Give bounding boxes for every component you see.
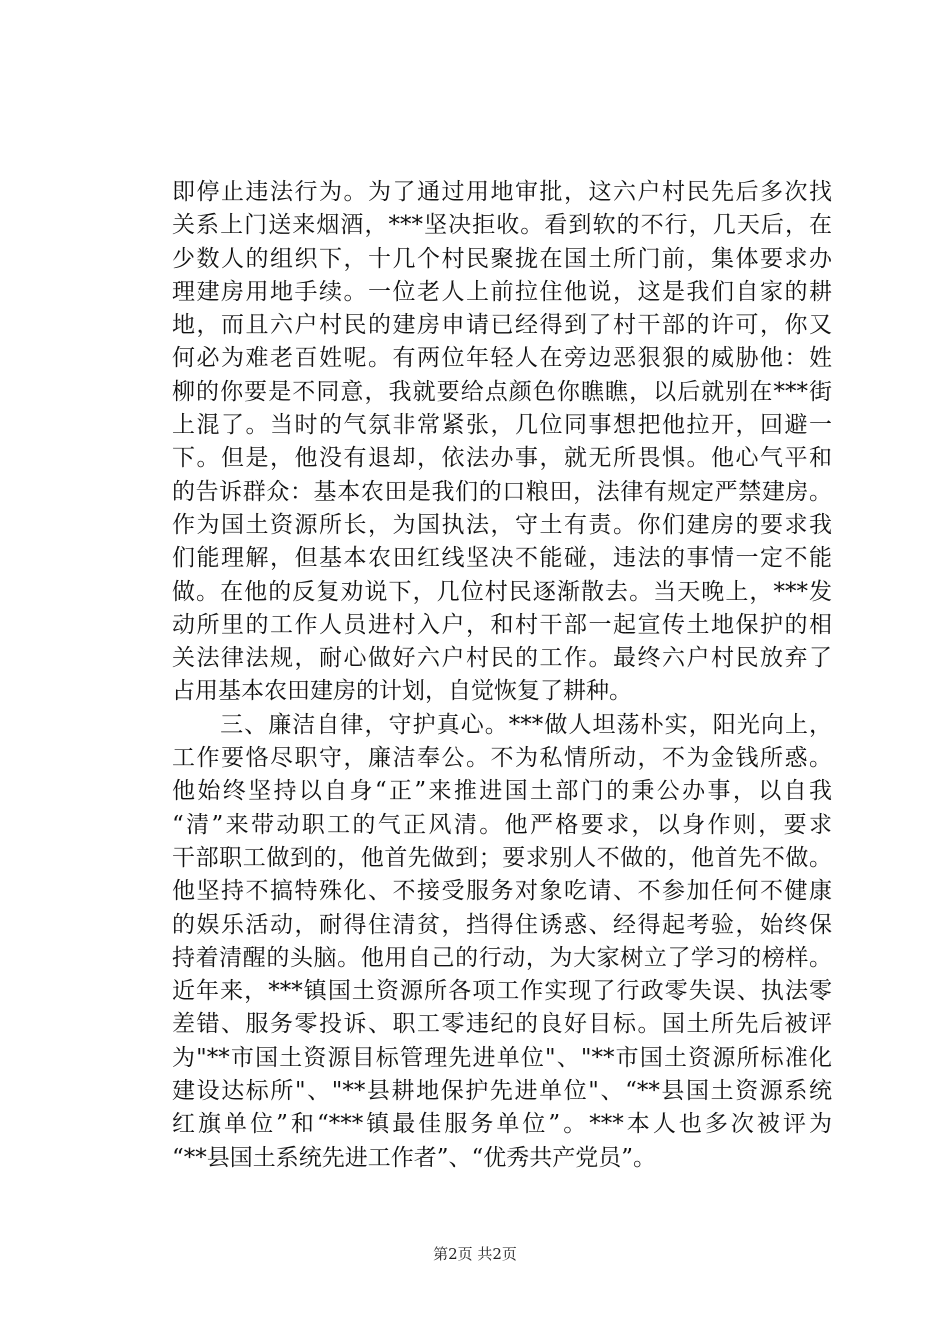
- body-text: [172, 176, 832, 1175]
- text-line: “清”来带动职工的气正风清。他严格要求，以身作则，要求: [172, 811, 832, 838]
- text-line: 即停止违法行为。为了通过用地审批，这六户村民先后多次找: [172, 179, 832, 205]
- text-line: 少数人的组织下，十几个村民聚拢在国土所门前，集体要求办: [172, 245, 832, 272]
- page-footer: 第2页 共2页: [433, 1245, 517, 1263]
- text-line: 地，而且六户村民的建房申请已经得到了村干部的许可，你又: [172, 312, 832, 339]
- text-line: 的告诉群众：基本农田是我们的口粮田，法律有规定严禁建房。: [172, 478, 832, 505]
- text-line: 工作要恪尽职守，廉洁奉公。不为私情所动，不为金钱所惑。: [172, 745, 832, 772]
- text-line: 柳的你要是不同意，我就要给点颜色你瞧瞧，以后就别在***街: [172, 378, 832, 405]
- text-line: 做。在他的反复劝说下，几位村民逐渐散去。当天晚上，***发: [172, 578, 832, 605]
- text-line: 的娱乐活动，耐得住清贫，挡得住诱惑、经得起考验，始终保: [172, 911, 832, 938]
- text-line: 他坚持不搞特殊化、不接受服务对象吃请、不参加任何不健康: [172, 878, 832, 905]
- text-line: 红旗单位”和“***镇最佳服务单位”。***本人也多次被评为: [172, 1111, 832, 1138]
- text-line: “**县国土系统先进工作者”、“优秀共产党员”。: [172, 1144, 657, 1171]
- text-line: 上混了。当时的气氛非常紧张，几位同事想把他拉开，回避一: [172, 412, 832, 439]
- text-line: 占用基本农田建房的计划，自觉恢复了耕种。: [172, 678, 632, 705]
- text-line: 建设达标所"、"**县耕地保护先进单位"、“**县国土资源系统: [172, 1078, 832, 1105]
- text-line: 理建房用地手续。一位老人上前拉住他说，这是我们自家的耕: [172, 278, 832, 305]
- text-line: 作为国土资源所长，为国执法，守土有责。你们建房的要求我: [172, 511, 832, 538]
- text-line: 关法律法规，耐心做好六户村民的工作。最终六户村民放弃了: [172, 645, 832, 672]
- text-line: 何必为难老百姓呢。有两位年轻人在旁边恶狠狠的威胁他：姓: [172, 345, 832, 372]
- text-line: 三、廉洁自律，守护真心。***做人坦荡朴实，阳光向上，: [172, 711, 832, 738]
- text-line: 他始终坚持以自身“正”来推进国土部门的秉公办事，以自我: [172, 778, 832, 805]
- text-line: 们能理解，但基本农田红线坚决不能碰，违法的事情一定不能: [172, 545, 832, 572]
- text-line: 关系上门送来烟酒，***坚决拒收。看到软的不行，几天后，在: [172, 212, 832, 239]
- text-line: 持着清醒的头脑。他用自己的行动，为大家树立了学习的榜样。: [172, 944, 832, 971]
- text-line: 动所里的工作人员进村入户，和村干部一起宣传土地保护的相: [172, 611, 832, 638]
- text-line: 为"**市国土资源目标管理先进单位"、"**市国土资源所标准化: [172, 1044, 832, 1071]
- text-line: 下。但是，他没有退却，依法办事，就无所畏惧。他心气平和: [172, 445, 832, 472]
- text-line: 近年来，***镇国土资源所各项工作实现了行政零失误、执法零: [172, 978, 832, 1005]
- text-line: 干部职工做到的，他首先做到；要求别人不做的，他首先不做。: [172, 844, 832, 871]
- text-line: 差错、服务零投诉、职工零违纪的良好目标。国土所先后被评: [172, 1011, 832, 1038]
